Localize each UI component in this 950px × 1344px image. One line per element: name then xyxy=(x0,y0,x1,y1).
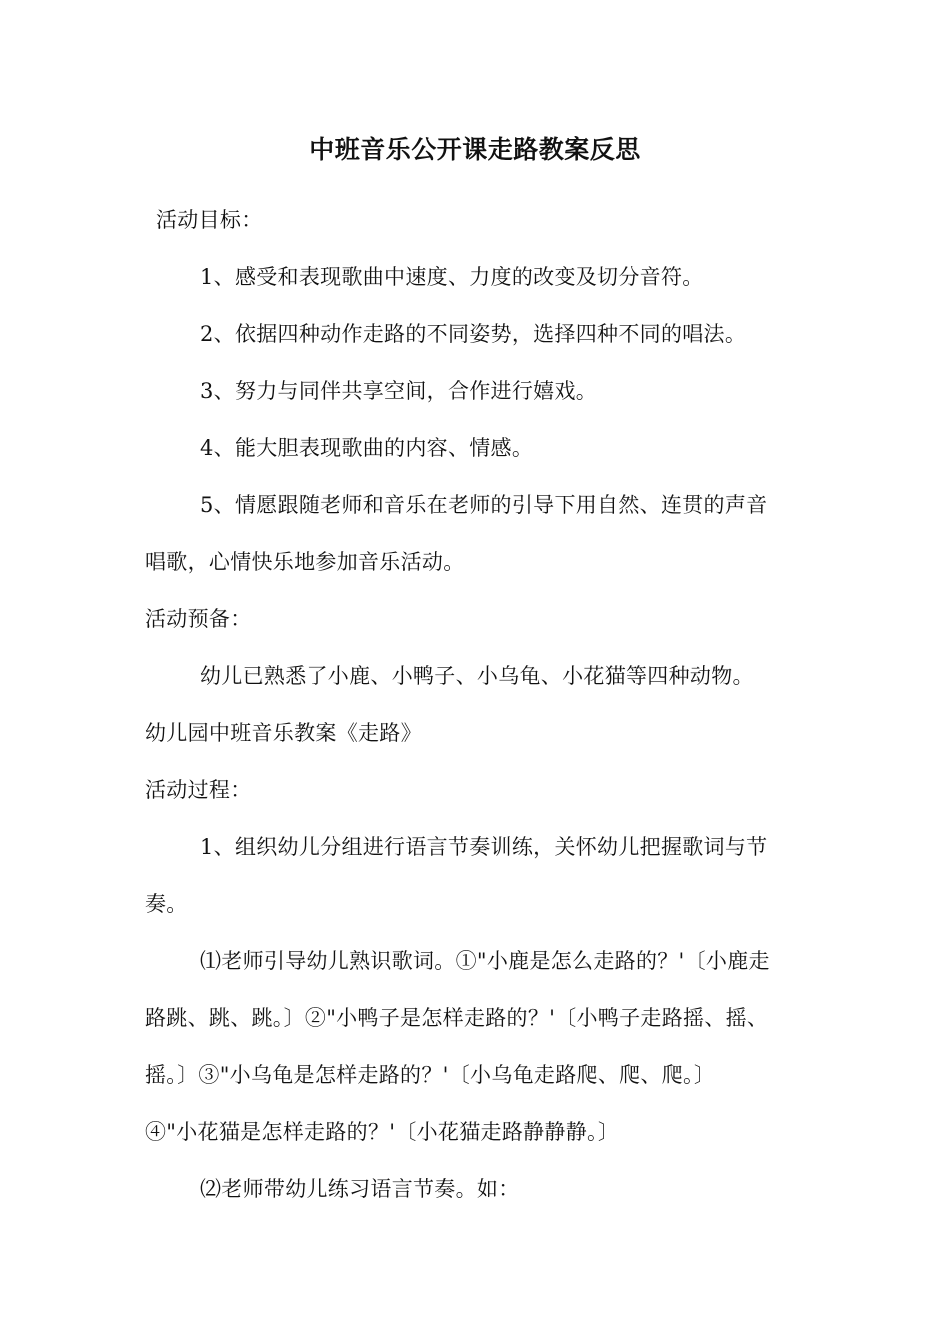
section-heading-preparation: 活动预备： xyxy=(145,607,252,631)
page-title: 中班音乐公开课走路教案反思 xyxy=(309,135,641,164)
goal-item-1: 1、感受和表现歌曲中速度、力度的改变及切分音符。 xyxy=(200,265,704,289)
goal-item-3: 3、努力与同伴共享空间，合作进行嬉戏。 xyxy=(200,379,598,403)
preparation-text: 幼儿已熟悉了小鹿、小鸭子、小乌龟、小花猫等四种动物。 xyxy=(200,664,754,688)
section-heading-process: 活动过程： xyxy=(145,778,252,802)
process-substep-1-line-3: 摇。〕③"小乌龟是怎样走路的？'〔小乌龟走路爬、爬、爬。〕 xyxy=(145,1063,716,1087)
process-substep-2: ⑵老师带幼儿练习语言节奏。如： xyxy=(200,1177,520,1201)
lesson-name: 幼儿园中班音乐教案《走路》 xyxy=(145,721,422,745)
section-heading-goals: 活动目标： xyxy=(156,208,263,232)
process-substep-1-line-4: ④"小花猫是怎样走路的？'〔小花猫走路静静静。〕 xyxy=(145,1120,620,1144)
process-substep-1-line-2: 路跳、跳、跳。〕②"小鸭子是怎样走路的？'〔小鸭子走路摇、摇、 xyxy=(145,1006,769,1030)
goal-item-2: 2、依据四种动作走路的不同姿势，选择四种不同的唱法。 xyxy=(200,322,747,346)
process-step-1: 1、组织幼儿分组进行语言节奏训练，关怀幼儿把握歌词与节 xyxy=(200,835,768,859)
goal-item-4: 4、能大胆表现歌曲的内容、情感。 xyxy=(200,436,534,460)
goal-item-5-continued: 唱歌，心情快乐地参加音乐活动。 xyxy=(145,550,465,574)
process-step-1-continued: 奏。 xyxy=(145,892,188,916)
goal-item-5: 5、情愿跟随老师和音乐在老师的引导下用自然、连贯的声音 xyxy=(200,493,768,517)
process-substep-1: ⑴老师引导幼儿熟识歌词。①"小鹿是怎么走路的？'〔小鹿走 xyxy=(200,949,770,973)
